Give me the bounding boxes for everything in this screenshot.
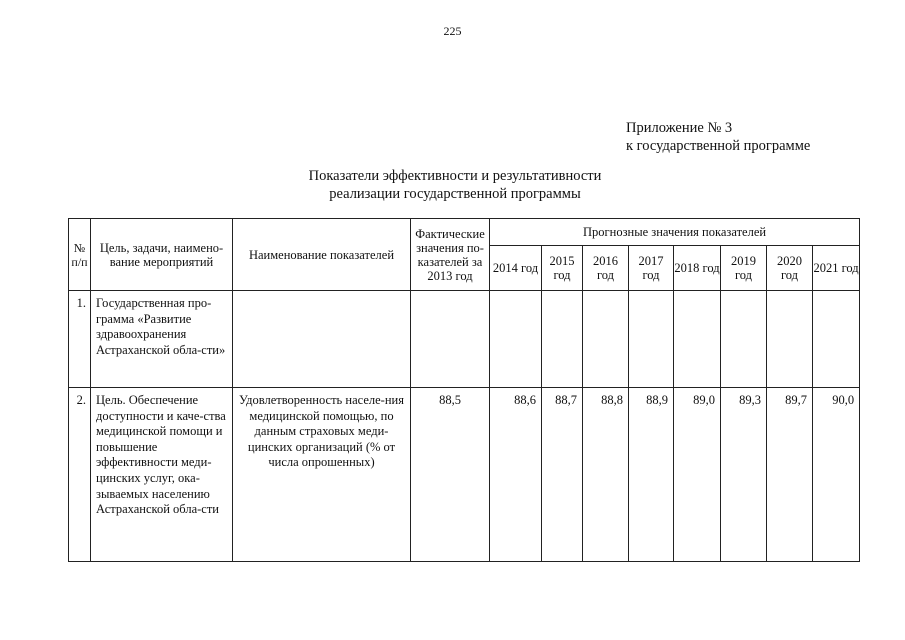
document-title (240, 167, 670, 203)
row-actual-value: 88,5 (411, 388, 490, 562)
forecast-value (674, 291, 721, 388)
appendix-note (626, 119, 810, 155)
year-header: 2020 год (767, 246, 813, 291)
forecast-value: 88,7 (542, 388, 583, 562)
row-goal: Цель. Обеспечение доступности и каче-ства медицинской помощи и повышение эффективности меди-цинских услуг, ока-зываемых населению Астраханской обла-сти (91, 388, 233, 562)
forecast-value (490, 291, 542, 388)
header-actual: Фактические значения по-казателей за 2013 год (411, 219, 490, 291)
row-indicator (233, 291, 411, 388)
forecast-value (813, 291, 860, 388)
year-header: 2018 год (674, 246, 721, 291)
header-number: № п/п (69, 219, 91, 291)
forecast-value: 88,9 (629, 388, 674, 562)
row-number: 1. (69, 291, 91, 388)
row-actual-value (411, 291, 490, 388)
appendix-line-1: Приложение № 3 (626, 120, 733, 136)
year-header: 2016 год (583, 246, 629, 291)
forecast-value: 88,8 (583, 388, 629, 562)
year-header: 2014 год (490, 246, 542, 291)
forecast-value: 90,0 (813, 388, 860, 562)
title-line-1: Показатели эффективности и результативности (308, 168, 602, 184)
row-number: 2. (69, 388, 91, 562)
header-indicator: Наименование показателей (233, 219, 411, 291)
header-row (69, 219, 860, 246)
indicators-table (68, 218, 860, 562)
forecast-value: 89,7 (767, 388, 813, 562)
forecast-value: 89,0 (674, 388, 721, 562)
header-forecast: Прогнозные значения показателей (490, 219, 860, 246)
forecast-value: 89,3 (721, 388, 767, 562)
row-indicator: Удовлетворенность населе-ния медицинской помощью, по данным страховых меди-цинских организаций (% от числа опрошенных) (233, 388, 411, 562)
row-goal: Государственная про-грамма «Развитие здравоохранения Астраханской обла-сти» (91, 291, 233, 388)
forecast-value (767, 291, 813, 388)
table-row (69, 291, 860, 388)
appendix-line-2: к государственной программе (626, 138, 811, 154)
year-header: 2021 год (813, 246, 860, 291)
year-header: 2019 год (721, 246, 767, 291)
forecast-value (583, 291, 629, 388)
year-header: 2017 год (629, 246, 674, 291)
forecast-value (629, 291, 674, 388)
forecast-value (542, 291, 583, 388)
title-line-2: реализации государственной программы (329, 186, 581, 202)
page-number: 225 (443, 24, 462, 38)
forecast-value: 88,6 (490, 388, 542, 562)
header-goal: Цель, задачи, наимено-вание мероприятий (91, 219, 233, 291)
table-row (69, 388, 860, 562)
year-header: 2015 год (542, 246, 583, 291)
forecast-value (721, 291, 767, 388)
